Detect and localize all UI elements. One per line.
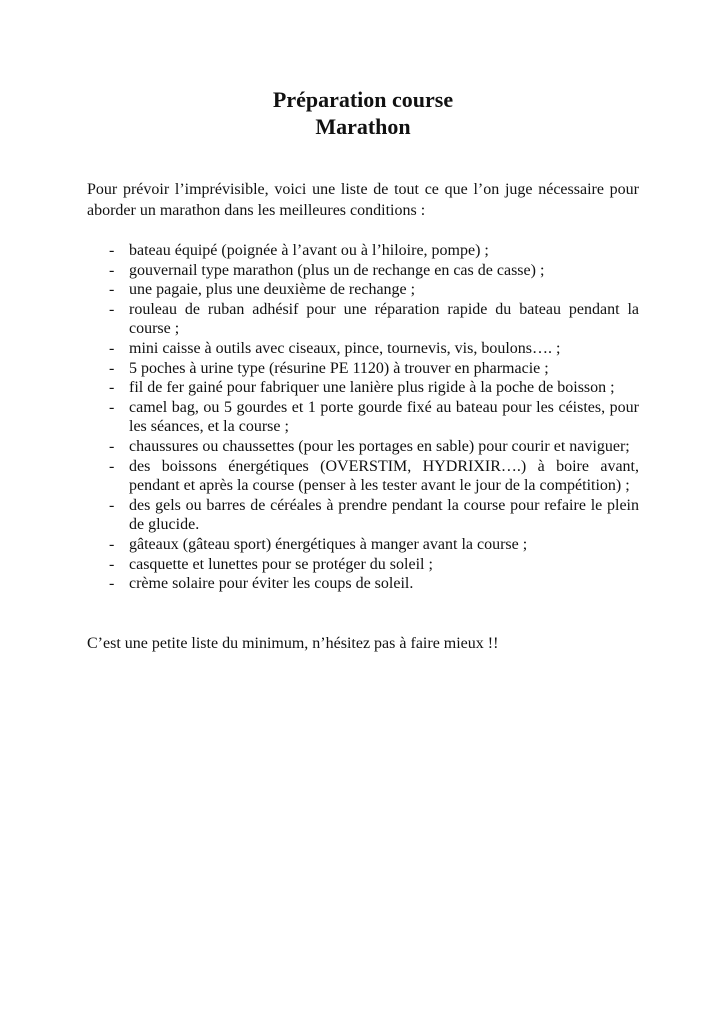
title-line-2: Marathon [315, 114, 411, 139]
list-item-text: camel bag, ou 5 gourdes et 1 porte gourde fixé au bateau pour les céistes, pour les séances, et la course ; [129, 398, 639, 436]
list-item-text: des gels ou barres de céréales à prendre pendant la course pour refaire le plein de glucide. [129, 496, 639, 534]
list-item-text: bateau équipé (poignée à l’avant ou à l’hiloire, pompe) ; [129, 242, 489, 259]
list-item [87, 261, 639, 281]
bullet-dash: - [109, 398, 115, 416]
closing-paragraph: C’est une petite liste du minimum, n’hésitez pas à faire mieux !! [87, 634, 499, 652]
bullet-dash: - [109, 281, 115, 299]
document-page [87, 86, 639, 654]
bullet-dash: - [109, 535, 115, 553]
bullet-dash: - [109, 339, 115, 357]
list-item [87, 574, 639, 594]
bullet-dash: - [109, 575, 115, 593]
bullet-dash: - [109, 242, 115, 259]
list-item [87, 535, 639, 555]
list-item-text: des boissons énergétiques (OVERSTIM, HYDRIXIR….) à boire avant, pendant et après la course (penser à les tester avant le jour de la compétition) ; [129, 457, 639, 495]
list-item-text: fil de fer gainé pour fabriquer une lanière plus rigide à la poche de boisson ; [129, 379, 615, 397]
intro-paragraph: Pour prévoir l’imprévisible, voici une liste de tout ce que l’on juge nécessaire pour aborder un marathon dans les meilleures conditions : [87, 181, 639, 219]
list-item-text: gâteaux (gâteau sport) énergétiques à manger avant la course ; [129, 535, 528, 553]
list-item-text: rouleau de ruban adhésif pour une réparation rapide du bateau pendant la course ; [129, 300, 639, 338]
list-item [87, 280, 639, 300]
list-item [87, 398, 639, 437]
title-line-1: Préparation course [272, 87, 454, 112]
bullet-dash: - [109, 496, 115, 514]
list-item-text: crème solaire pour éviter les coups de soleil. [129, 575, 414, 593]
list-item [87, 378, 639, 398]
list-item-text: chaussures ou chaussettes (pour les portages en sable) pour courir et naviguer; [129, 437, 630, 455]
list-item [87, 437, 639, 457]
list-item [87, 359, 639, 379]
list-item-text: casquette et lunettes pour se protéger du soleil ; [129, 555, 433, 573]
bullet-dash: - [109, 555, 115, 573]
bullet-dash: - [109, 359, 115, 377]
document-title [87, 86, 639, 140]
list-item [87, 457, 639, 496]
list-item-text: gouvernail type marathon (plus un de rechange en cas de casse) ; [129, 261, 545, 279]
bullet-dash: - [109, 437, 115, 455]
list-item-text: une pagaie, plus une deuxième de rechange ; [129, 281, 416, 299]
bullet-dash: - [109, 261, 115, 279]
list-item-text: mini caisse à outils avec ciseaux, pince, tournevis, vis, boulons…. ; [129, 339, 561, 357]
list-item [87, 241, 639, 261]
list-item-text: 5 poches à urine type (résurine PE 1120) à trouver en pharmacie ; [129, 359, 549, 377]
list-item [87, 300, 639, 339]
bullet-dash: - [109, 300, 115, 318]
bullet-dash: - [109, 379, 115, 397]
list-item [87, 339, 639, 359]
list-item [87, 496, 639, 535]
list-item [87, 555, 639, 575]
equipment-list [87, 241, 639, 594]
bullet-dash: - [109, 457, 115, 475]
